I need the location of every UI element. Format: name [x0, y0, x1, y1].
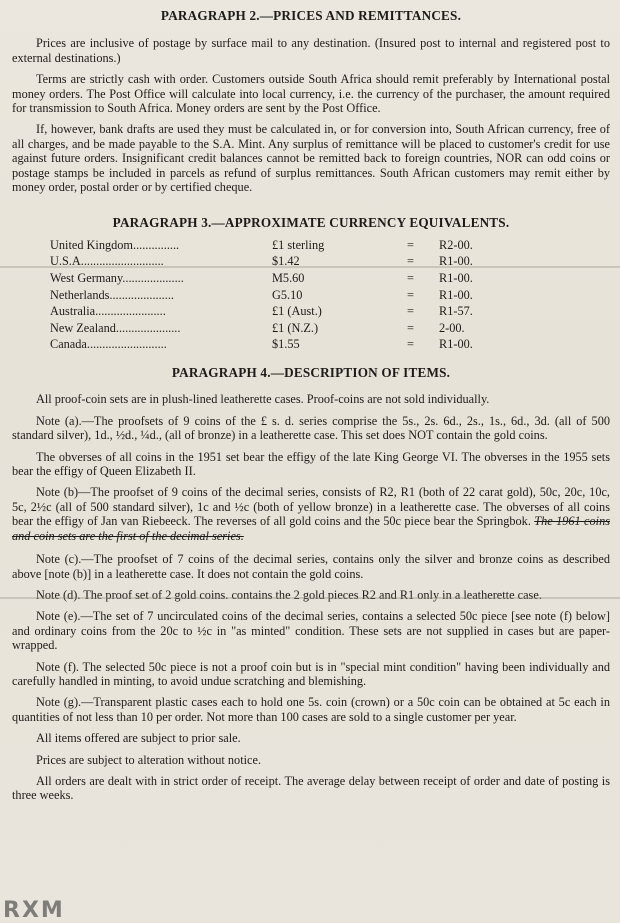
note-b-struck-text: The 1961 coins and coin sets are the first of the decimal series. — [12, 514, 610, 543]
currency-value: R1-57. — [439, 304, 473, 319]
note-g: Note (g).—Transparent plastic cases each to hold one 5s. coin (crown) or a 50c coin can be obtained at 5c each in quantities of not less than 10 per order. Not more than 100 cases are sold to a single customer per year. — [12, 695, 610, 724]
note-d: Note (d). The proof set of 2 gold coins. contains the 2 gold pieces R2 and R1 only in a leatherette case. — [36, 587, 542, 602]
note-a: Note (a).—The proofsets of 9 coins of the £ s. d. series comprise the 5s., 2s. 6d., 2s., 1s., 6d., 3d. (all of 500 standard silver), 1d., ½d., ¼d., (all of bronze) in a leatherette case. This set does NOT contain the gold coins. — [12, 413, 610, 443]
currency-country: New Zealand..................... — [50, 320, 181, 335]
currency-row — [50, 238, 473, 255]
paper-fold-line — [0, 266, 620, 268]
paragraph2-heading: PARAGRAPH 2.—PRICES AND REMITTANCES. — [160, 8, 462, 23]
paragraph2-text-1: Prices are inclusive of postage by surface mail to any destination. (Insured post to internal and registered post to external destinations.) — [12, 36, 610, 65]
currency-amount: $1.55 — [272, 337, 300, 352]
currency-row — [50, 337, 473, 354]
currency-amount: M5.60 — [272, 271, 305, 286]
currency-eq: = — [407, 287, 414, 302]
currency-eq: = — [407, 271, 414, 286]
currency-amount: G5.10 — [272, 287, 303, 302]
currency-value: R1-00. — [439, 287, 473, 302]
currency-amount: $1.42 — [272, 254, 300, 269]
currency-eq: = — [407, 254, 414, 269]
currency-row — [50, 304, 473, 321]
currency-value: 2-00. — [439, 320, 465, 335]
currency-eq: = — [407, 237, 414, 252]
watermark-logo: RXM — [3, 897, 65, 923]
prior-sale-text: All items offered are subject to prior sale. — [36, 731, 241, 746]
paragraph2-text-2: Terms are strictly cash with order. Customers outside South Africa should remit preferably by International postal money orders. The Post Office will calculate into local currency, i.e. the currency of the purchaser, the amount required for transmission to South Africa. Money orders are sent by the Post Office. — [12, 72, 610, 116]
paragraph2-text-3: If, however, bank drafts are used they must be calculated in, or for conversion into, South African currency, free of all charges, and be made payable to the S.A. Mint. Any surplus of remittance will be placed to customer's credit for use against future orders. Insignificant credit balances cannot be remitted back to foreign countries, NOR can odd coins or postage stamps be included in parcels as refund of surplus remittances. South African customers may remit either by money order, postal order or by certified cheque. — [12, 122, 610, 195]
note-f: Note (f). The selected 50c piece is not a proof coin but is in "special mint condition" having been individually and carefully handled in minting, to avoid undue scratching and blemishing. — [12, 659, 610, 688]
currency-amount: £1 (N.Z.) — [272, 320, 319, 335]
currency-amount: £1 (Aust.) — [272, 304, 322, 319]
currency-row — [50, 288, 473, 305]
currency-row — [50, 254, 473, 271]
note-b-text: Note (b)—The proofset of 9 coins of the decimal series, consists of R2, R1 (both of 22 carat gold), 50c, 20c, 10c, 5c, 2½c (all of 500 standard silver), 1c and ½c (both of yellow bronze) in a leatherette case. The obverses of all coins bear the effigy of Jan van Riebeeck. The reverses of all gold coins and the 50c piece bear the Springbok. — [12, 485, 610, 529]
note-e: Note (e).—The set of 7 uncirculated coins of the decimal series, contains a selected 50c piece [see note (f) below] and ordinary coins from the 20c to ½c in "as minted" condition. These sets are not supplied in cases but are paper-wrapped. — [12, 609, 610, 653]
currency-country: United Kingdom............... — [50, 237, 180, 252]
note-c: Note (c).—The proofset of 7 coins of the decimal series, contains only the silver and bronze coins as described above [note (b)] in a leatherette case. It does not contain the gold coins. — [12, 552, 610, 581]
currency-eq: = — [407, 337, 414, 352]
currency-value: R2-00. — [439, 237, 473, 252]
orders-text: All orders are dealt with in strict order of receipt. The average delay between receipt of order and date of posting is three weeks. — [12, 773, 610, 803]
currency-country: Australia....................... — [50, 304, 166, 319]
paper-fold-line — [0, 597, 620, 599]
currency-table — [50, 238, 473, 354]
obverses-text: The obverses of all coins in the 1951 set bear the effigy of the late King George VI. The obverses in the 1955 sets bear the effigy of Queen Elizabeth II. — [12, 449, 610, 479]
currency-eq: = — [407, 320, 414, 335]
note-b — [12, 485, 610, 543]
currency-eq: = — [407, 304, 414, 319]
paragraph4-intro: All proof-coin sets are in plush-lined leatherette cases. Proof-coins are not sold individually. — [36, 392, 490, 407]
alteration-text: Prices are subject to alteration without notice. — [36, 752, 262, 767]
paragraph3-heading: PARAGRAPH 3.—APPROXIMATE CURRENCY EQUIVALENTS. — [112, 215, 510, 231]
currency-row — [50, 321, 473, 338]
currency-country: West Germany.................... — [50, 271, 184, 286]
currency-value: R1-00. — [439, 337, 473, 352]
paragraph4-heading: PARAGRAPH 4.—DESCRIPTION OF ITEMS. — [171, 365, 451, 381]
currency-amount: £1 sterling — [272, 237, 325, 252]
currency-country: Netherlands..................... — [50, 287, 174, 302]
currency-row — [50, 271, 473, 288]
currency-value: R1-00. — [439, 271, 473, 286]
currency-country: U.S.A........................... — [50, 254, 164, 269]
currency-country: Canada.......................... — [50, 337, 167, 352]
currency-value: R1-00. — [439, 254, 473, 269]
